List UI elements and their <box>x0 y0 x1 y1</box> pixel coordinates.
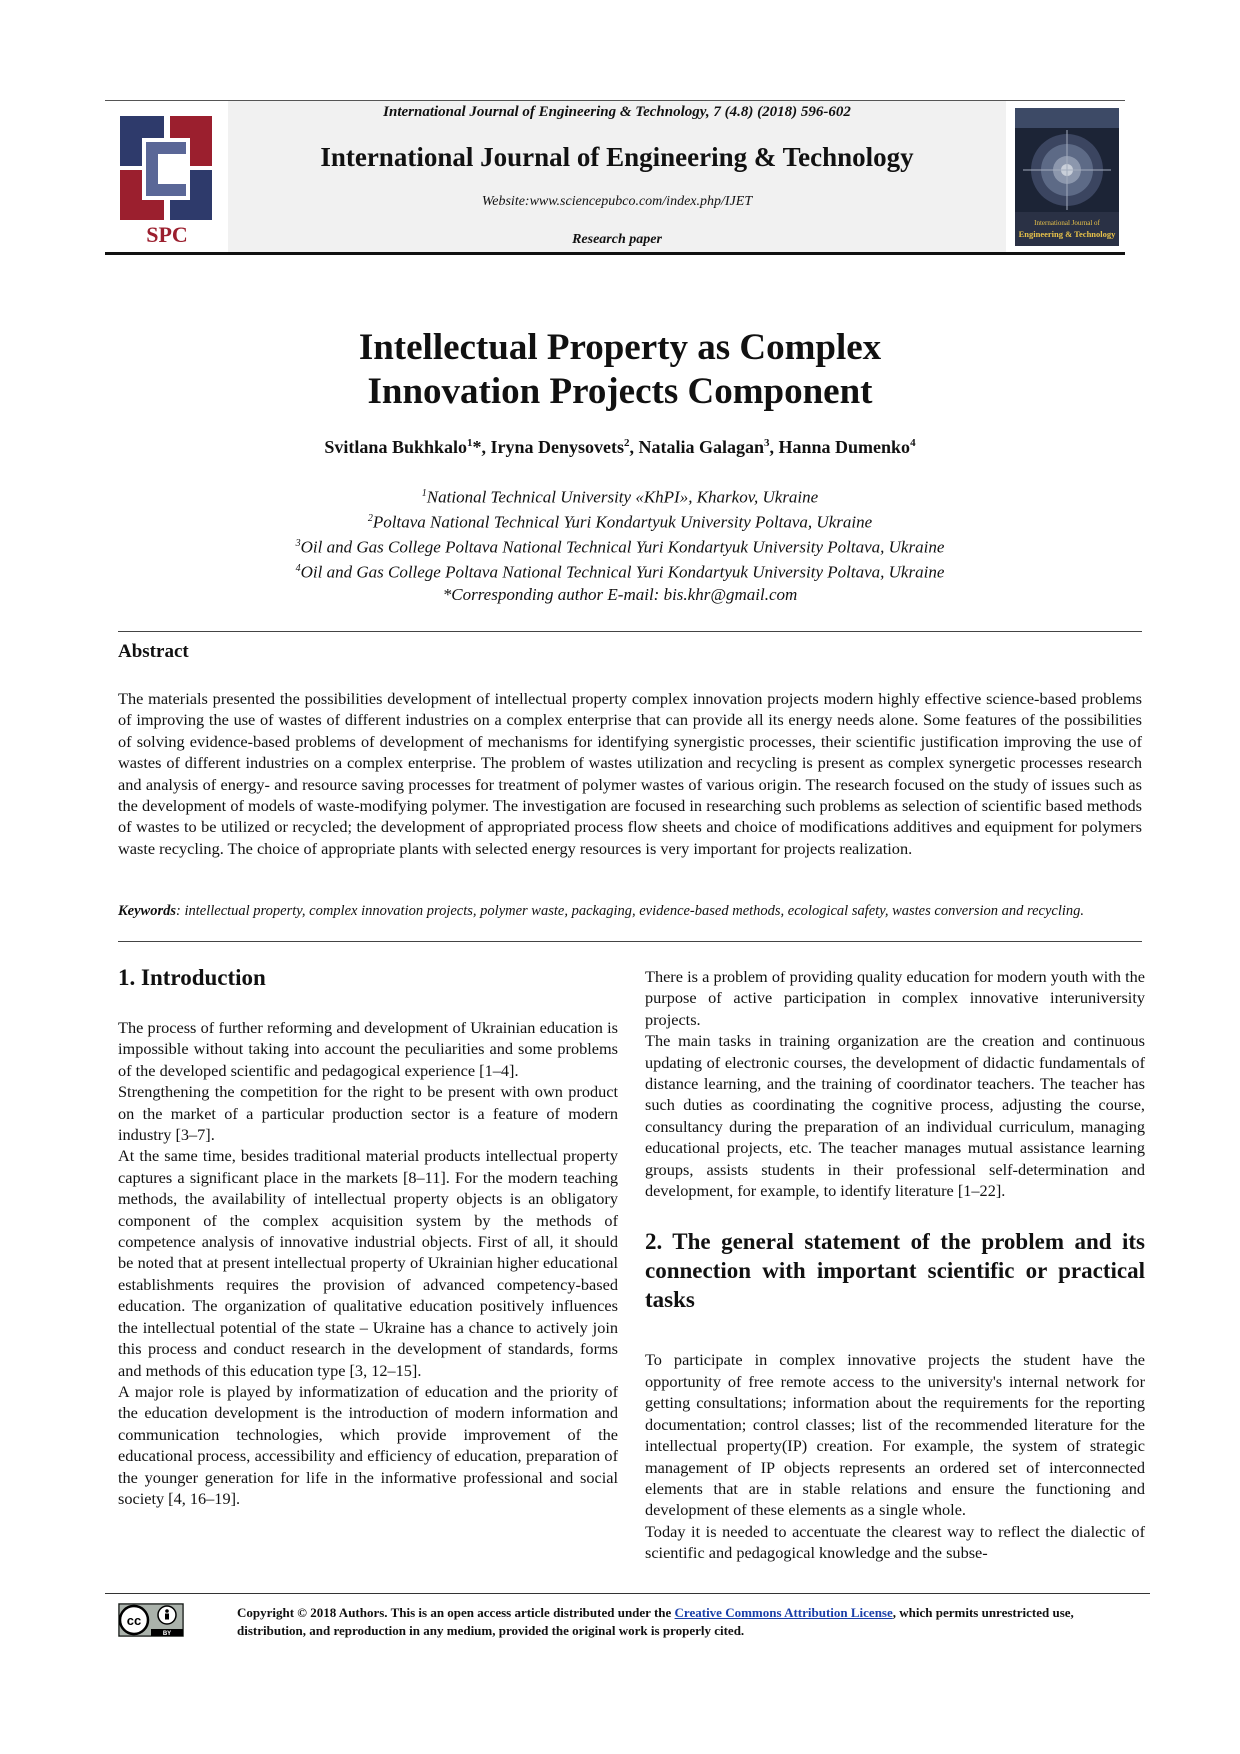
paragraph: To participate in complex innovative projects the student have the opportunity of free remote access to the university's internal network for getting consultations; information about the requirements for the reporting documentation; control classes; list of the recommended literature for the intellectual property(IP) creation. For example, the system of strategic management of IP objects represents an ordered set of interconnected elements that are in stable relations and ensure the functioning and development of these elements as a single whole. <box>645 1350 1145 1520</box>
paper-title <box>230 326 1010 414</box>
affiliation-sup: 1 <box>421 488 427 499</box>
header-bottom-rule <box>105 252 1125 255</box>
affiliation-sup: 3 <box>295 538 301 550</box>
abstract-bottom-rule <box>118 941 1142 942</box>
cover-text-1: International Journal of <box>1034 219 1100 227</box>
article-type: Research paper <box>572 232 662 247</box>
left-column <box>118 1017 618 1509</box>
affiliation-text: National Technical University «KhPI», Kharkov, Ukraine <box>426 487 819 507</box>
affiliation <box>200 533 1040 558</box>
cc-by-license-icon[interactable] <box>118 1603 184 1637</box>
license-link[interactable]: Creative Commons Attribution License <box>674 1605 893 1620</box>
author-sup: 3 <box>764 437 770 449</box>
section-1-heading: 1. Introduction <box>118 965 266 990</box>
affiliation-sup: 4 <box>295 563 301 575</box>
author-sup: 1 <box>467 437 473 449</box>
affiliation-sup: 2 <box>367 513 373 525</box>
author-name: Hanna Dumenko <box>778 437 911 457</box>
spc-logo <box>112 108 222 248</box>
paragraph: At the same time, besides traditional material products intellectual property captures a significant place in the markets [8–11]. For the modern teaching methods, the availability of intellectual property objects is an obligatory component of the complex acquisition system by the methods of competence analysis of innovative industrial objects. First of all, it should be noted that at present intellectual property of Ukrainian higher educational establishments requires the provision of advanced competency-based education. The organization of qualitative education positively influences the intellectual potential of the state – Ukraine has a chance to actively join this process and conduct research in the development of standards, forms and methods of this education type [3, 12–15]. <box>118 1146 618 1380</box>
paragraph: A major role is played by informatization of education and the priority of the education development is the introduction of modern information and communication technologies, which provide improvement of the educational process, accessibility and efficiency of education, preparation of the younger generation for life in the informative professional and social society [4, 16–19]. <box>118 1381 618 1508</box>
cc-label: cc <box>126 1613 142 1628</box>
corresponding-author: *Corresponding author E-mail: bis.khr@gmail.com <box>442 584 798 604</box>
author-list: Svitlana Bukhkalo$^1$*, Iryna Denysovets$^2$, Natalia Galagan$^3$, Hanna Dumenko$^4$ <box>324 437 916 457</box>
affiliation-text: Poltava National Technical Yuri Kondartyuk University Poltava, Ukraine <box>372 512 873 532</box>
affiliation-list <box>200 483 1040 605</box>
copyright-text-end: , which permits unrestricted use, distribution, and reproduction in any medium, provided the original work is properly cited. <box>237 1605 1074 1638</box>
affiliation <box>200 508 1040 533</box>
affiliation <box>200 483 1040 508</box>
paragraph: There is a problem of providing quality education for modern youth with the purpose of active participation in complex innovative interuniversity projects. <box>645 967 1145 1029</box>
title-line-1: Intellectual Property as Complex <box>358 327 882 368</box>
affiliation-text: Oil and Gas College Poltava National Technical Yuri Kondartyuk University Poltava, Ukraine <box>300 537 945 557</box>
paragraph: Strengthening the competition for the right to be present with own product on the market of a particular production sector is a feature of modern industry [3–7]. <box>118 1082 618 1145</box>
author-name: Svitlana Bukhkalo <box>324 437 467 457</box>
header-band <box>228 101 1006 253</box>
copyright-text: Copyright © 2018 Authors. This is an open access article distributed under the <box>237 1605 675 1620</box>
keywords-text: : intellectual property, complex innovation projects, polymer waste, packaging, evidence-based methods, ecological safety, wastes conversion and recycling. <box>176 903 1085 919</box>
logo-text: SPC <box>146 222 188 247</box>
abstract-top-rule <box>118 631 1142 632</box>
by-label: BY <box>162 1631 172 1637</box>
footer-rule <box>105 1593 1150 1594</box>
journal-website[interactable]: Website:www.sciencepubco.com/index.php/IJET <box>481 194 753 209</box>
section-2-heading: 2. The general statement of the problem and its connection with important scientific or practical tasks <box>645 1229 1145 1313</box>
paragraph: The main tasks in training organization are the creation and continuous updating of electronic courses, the development of didactic fundamentals of distance learning, and the training of coordinator teachers. The teacher has such duties as coordinating the cognitive process, adjusting the course, consultancy during the preparation of an individual curriculum, managing educational projects, etc. The teacher manages mutual assistance learning groups, assists students in their professional self-determination and development, for example, to identify literature [1–22]. <box>645 1031 1145 1201</box>
paragraph: The process of further reforming and development of Ukrainian education is impossible without taking into account the peculiarities and some problems of the developed scientific and pedagogical experience [1–4]. <box>118 1018 618 1080</box>
corresponding-mark: * <box>472 437 482 457</box>
right-column <box>645 966 1145 1564</box>
abstract-text: The materials presented the possibilities development of intellectual property complex innovation projects modern highly effective science-based problems of improving the use of wastes of different industries on a complex enterprise that can provide all its energy needs alone. Some features of the possibilities of solving evidence-based problems of development of mechanisms for identifying synergistic processes, their scientific justification improving the use of wastes of different industries on a complex enterprise. The problem of wastes utilization and recycling is present as complex synergetic processes research and analysis of energy- and resource saving processes for treatment of polymer wastes of various origin. The research focused on the study of issues such as the development of models of waste-modifying polymer. The investigation are focused in researching such problems as selection of scientific based methods of wastes to be utilized or recycled; the development of appropriated process flow sheets and choice of modifications additives and equipment for polymers waste recycling. The choice of appropriate plants with selected energy resources is very important for projects realization. <box>118 689 1142 858</box>
affiliation <box>200 558 1040 583</box>
cover-text-2: Engineering & Technology <box>1018 229 1116 239</box>
journal-citation: International Journal of Engineering & Technology, 7 (4.8) (2018) 596-602 <box>383 104 851 120</box>
abstract-heading: Abstract <box>118 641 189 662</box>
author-sup: 4 <box>910 437 916 449</box>
keywords-label: Keywords <box>118 903 176 919</box>
journal-name: International Journal of Engineering & Technology <box>320 142 914 172</box>
paragraph: Today it is needed to accentuate the clearest way to reflect the dialectic of scientific and pedagogical knowledge and the subse- <box>645 1521 1145 1563</box>
author-sup: 2 <box>624 437 630 449</box>
journal-cover-image <box>1015 108 1119 246</box>
title-line-2: Innovation Projects Component <box>367 371 873 412</box>
author-name: Natalia Galagan <box>638 437 765 457</box>
author-name: Iryna Denysovets <box>490 437 624 457</box>
affiliation-text: Oil and Gas College Poltava National Technical Yuri Kondartyuk University Poltava, Ukraine <box>300 563 945 583</box>
keywords <box>118 902 1142 921</box>
copyright-notice <box>237 1604 1142 1640</box>
